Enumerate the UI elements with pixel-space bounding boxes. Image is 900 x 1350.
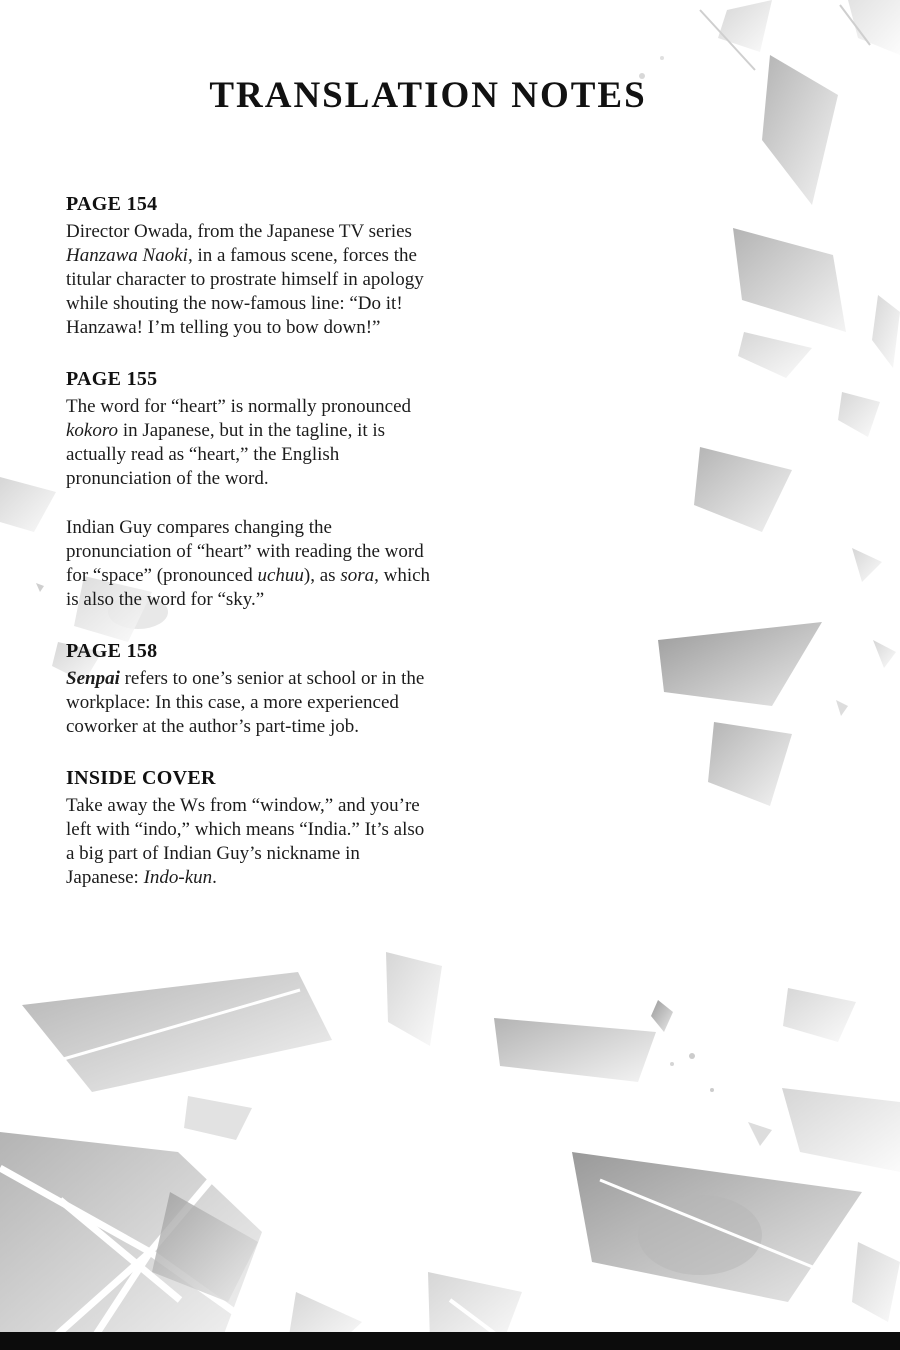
text-segment: kokoro [66,420,119,441]
text-segment: Indian Guy compares changing the pronunciation of “heart” with reading the word for “space” (pronounced [66,517,424,586]
text-segment: , which is also the word for “sky.” [66,565,431,610]
note-paragraph [66,395,434,491]
shards-top-right [639,0,900,437]
text-segment: The word for “heart” is normally pronounced [66,396,412,417]
note-paragraph [66,220,434,340]
text-segment: ), as [303,565,341,586]
note-heading: PAGE 154 [66,193,158,215]
text-segment: in Japanese, but in the tagline, it is actually read as “heart,” the English pronunciation of the word. [66,420,386,489]
text-segment: . [212,867,217,888]
page-edge-bar [0,1332,900,1350]
shards-bottom-left [0,1132,522,1350]
page-title: TRANSLATION NOTES [209,75,647,116]
note-paragraph [66,794,434,890]
text-segment: uchuu [257,565,304,586]
note-heading: INSIDE COVER [66,767,216,789]
text-segment: Indo-kun [143,867,213,888]
note-heading: PAGE 155 [66,368,158,390]
note-section-page-155 [66,368,434,612]
shards-bottom-right [572,1088,900,1322]
text-segment: sora [340,565,375,586]
text-segment: Take away the Ws from “window,” and you’re left with “indo,” which means “India.” It’s also a big part of Indian Guy’s nickname in Japanese: [66,795,425,888]
text-segment: Director Owada, from the Japanese TV series [66,221,412,242]
note-section-page-158 [66,640,434,739]
note-paragraph [66,667,434,739]
note-heading: PAGE 158 [66,640,158,662]
shards-right-middle [658,447,896,806]
note-section-page-154 [66,193,434,340]
text-segment: refers to one’s senior at school or in the workplace: In this case, a more experienced coworker at the author’s part-time job. [66,668,425,737]
shards-bottom-band [22,952,856,1140]
note-section-inside-cover [66,767,434,890]
note-paragraph [66,516,434,612]
notes-content [66,193,434,918]
text-segment: Hanzawa Naoki [66,245,188,266]
text-segment: , in a famous scene, forces the titular character to prostrate himself in apology while shouting the now-famous line: “Do it! Hanzawa! I’m telling you to bow down!” [66,245,424,338]
text-segment: Senpai [66,668,120,689]
